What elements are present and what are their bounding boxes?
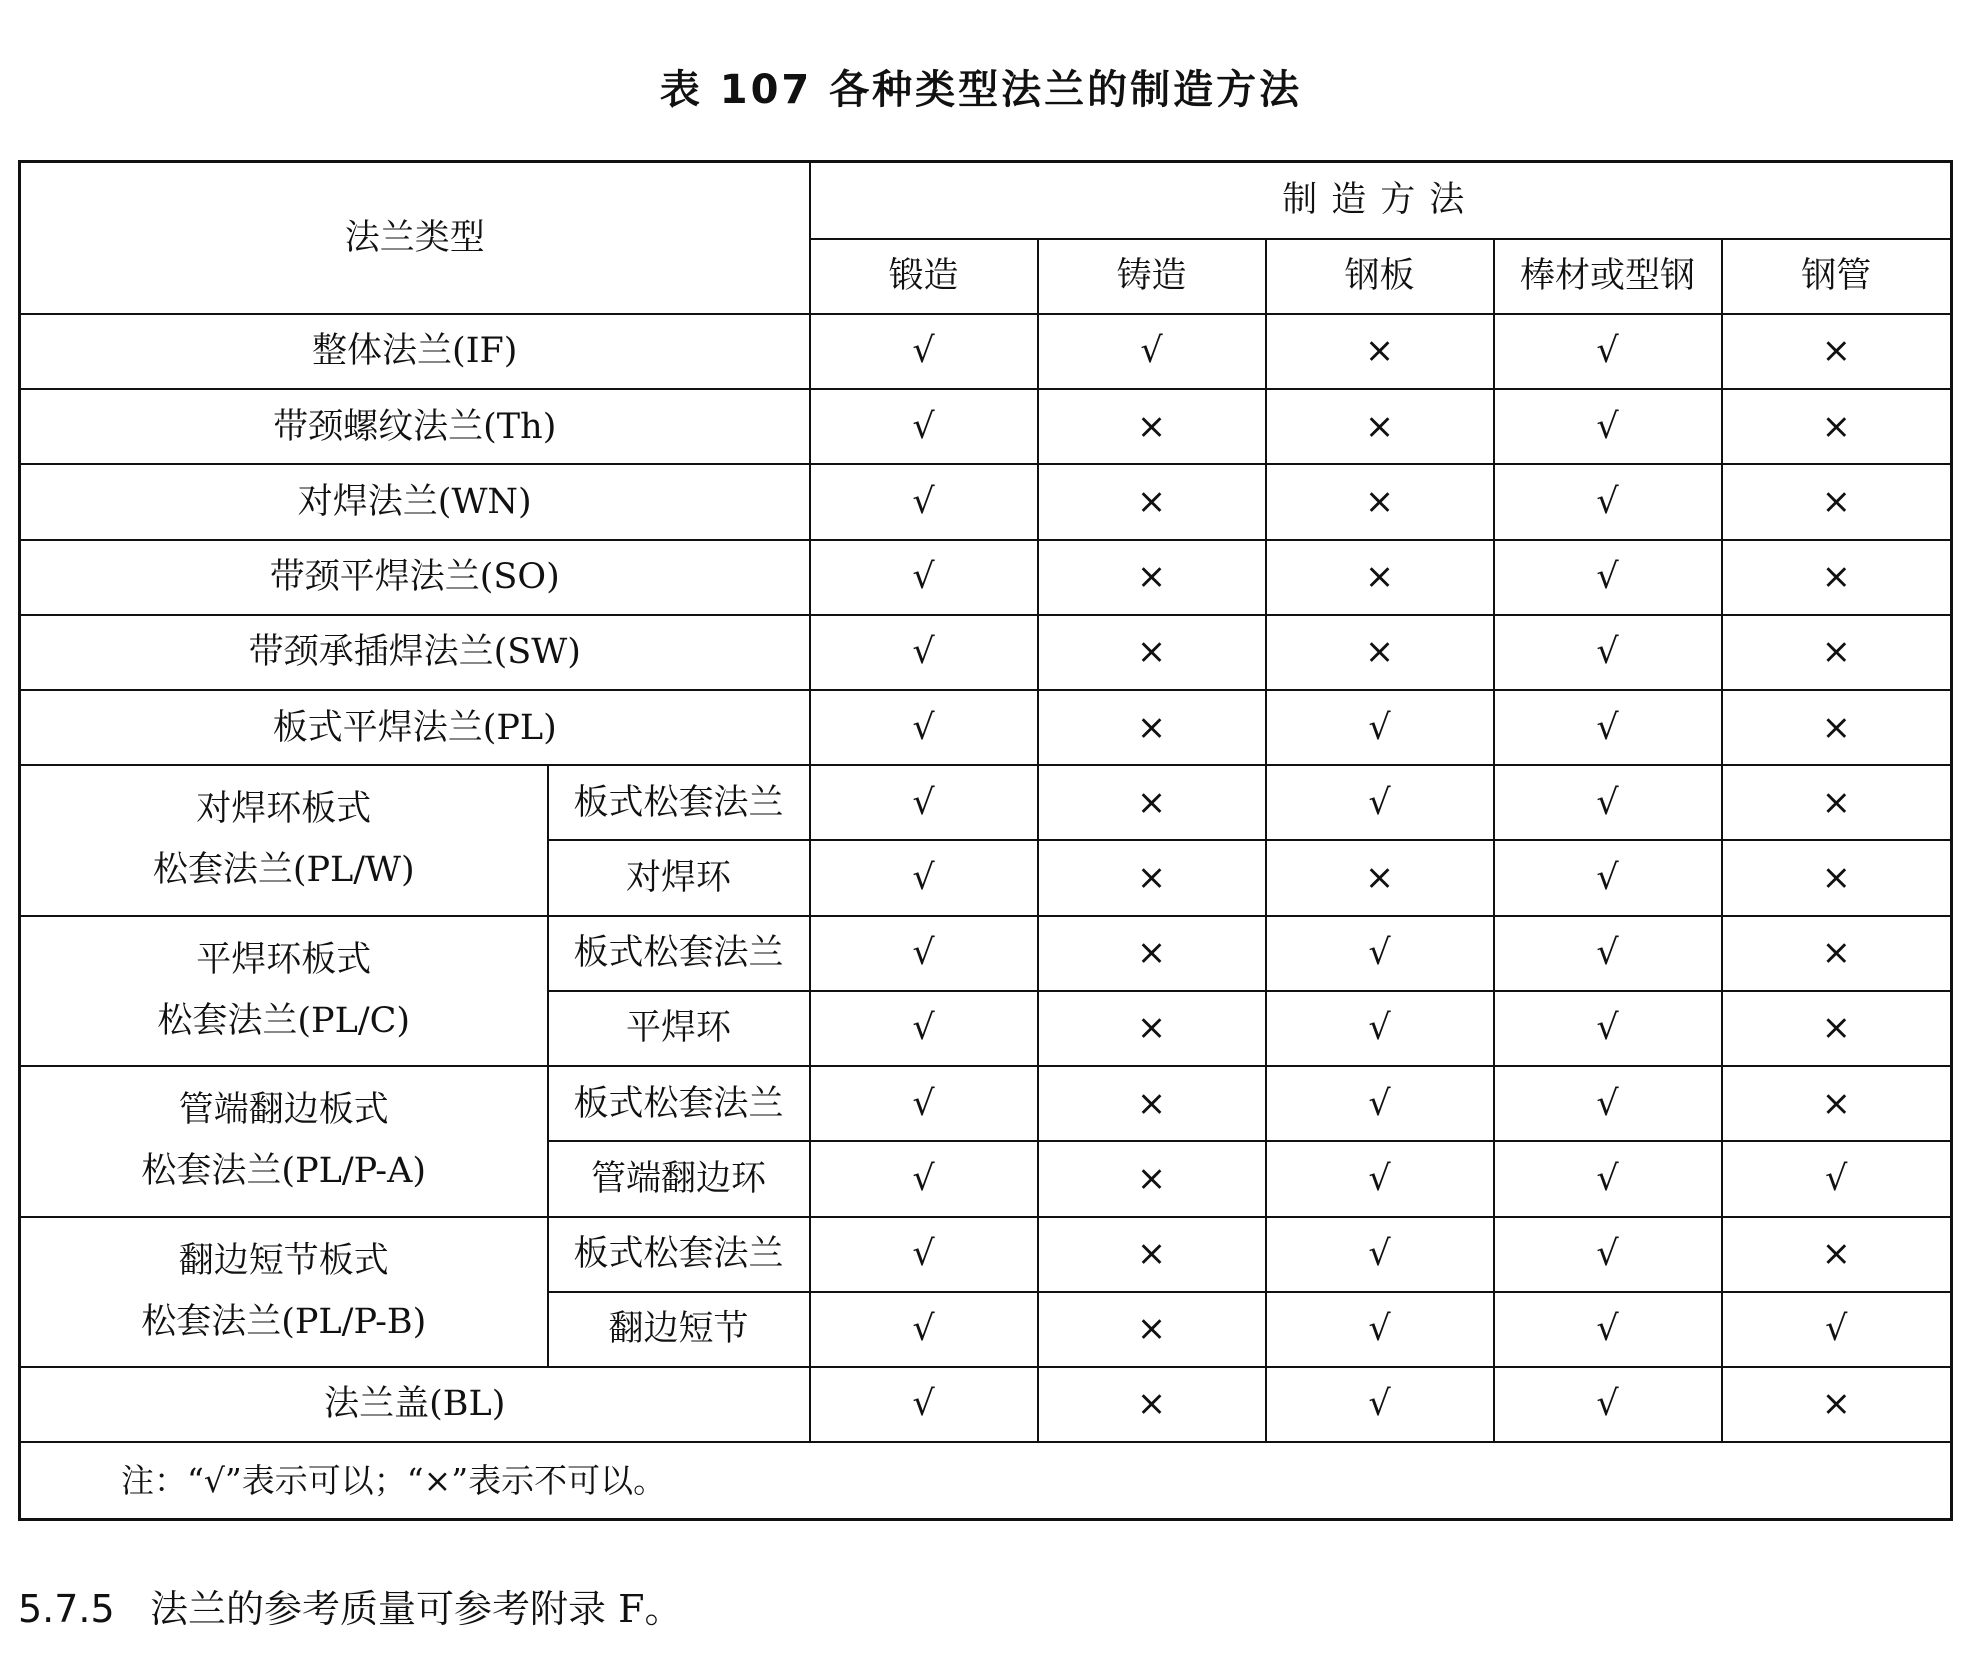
- method-header: 钢管: [1722, 239, 1952, 314]
- flange-type-cell: 法兰盖(BL): [20, 1367, 810, 1442]
- method-mark-cell: √: [810, 1292, 1038, 1367]
- method-mark-cell: ×: [1722, 314, 1952, 389]
- method-mark-cell: √: [810, 840, 1038, 915]
- method-mark-cell: √: [810, 1217, 1038, 1292]
- method-mark-cell: ×: [1038, 1217, 1266, 1292]
- method-mark-cell: √: [1494, 464, 1722, 539]
- method-mark-cell: √: [1494, 1292, 1722, 1367]
- method-mark-cell: ×: [1722, 765, 1952, 840]
- table-row: [20, 916, 1952, 991]
- group-type-cell: [20, 916, 548, 1066]
- method-mark-cell: ×: [1038, 615, 1266, 690]
- method-mark-cell: ×: [1038, 690, 1266, 765]
- method-mark-cell: ×: [1038, 540, 1266, 615]
- method-header: 钢板: [1266, 239, 1494, 314]
- method-mark-cell: √: [1266, 1367, 1494, 1442]
- table-title: 表 107 各种类型法兰的制造方法: [659, 67, 1303, 113]
- method-mark-cell: ×: [1266, 540, 1494, 615]
- section-number: 5.7.5: [18, 1587, 115, 1631]
- method-mark-cell: ×: [1722, 991, 1952, 1066]
- section-text: 法兰的参考质量可参考附录 F。: [150, 1587, 683, 1631]
- table-row: [20, 690, 1952, 765]
- method-mark-cell: √: [810, 916, 1038, 991]
- component-cell: 管端翻边环: [548, 1141, 810, 1216]
- component-cell: 板式松套法兰: [548, 1217, 810, 1292]
- group-type-cell: [20, 1217, 548, 1367]
- component-cell: 板式松套法兰: [548, 916, 810, 991]
- method-mark-cell: ×: [1266, 840, 1494, 915]
- method-mark-cell: ×: [1266, 464, 1494, 539]
- method-mark-cell: √: [1266, 1292, 1494, 1367]
- method-mark-cell: √: [1266, 1066, 1494, 1141]
- group-type-line2: 松套法兰(PL/P-A): [141, 1151, 427, 1192]
- table-row: [20, 615, 1952, 690]
- table-row: [20, 1066, 1952, 1141]
- method-mark-cell: √: [810, 765, 1038, 840]
- method-mark-cell: ×: [1266, 615, 1494, 690]
- group-type-cell: [20, 765, 548, 915]
- method-mark-cell: √: [1494, 991, 1722, 1066]
- method-mark-cell: √: [810, 1367, 1038, 1442]
- method-mark-cell: √: [1266, 690, 1494, 765]
- method-mark-cell: √: [1038, 314, 1266, 389]
- group-type-line1: 翻边短节板式: [178, 1240, 389, 1281]
- method-mark-cell: ×: [1722, 916, 1952, 991]
- note-row: [20, 1442, 1952, 1519]
- method-mark-cell: √: [1494, 690, 1722, 765]
- table-row: [20, 389, 1952, 464]
- manufacturing-methods-table: [18, 160, 1953, 1521]
- table-row: [20, 314, 1952, 389]
- method-mark-cell: √: [1494, 765, 1722, 840]
- method-mark-cell: √: [1494, 389, 1722, 464]
- group-type-line2: 松套法兰(PL/C): [157, 1000, 411, 1041]
- method-mark-cell: ×: [1722, 690, 1952, 765]
- method-mark-cell: √: [810, 540, 1038, 615]
- method-mark-cell: √: [1494, 314, 1722, 389]
- method-mark-cell: √: [810, 615, 1038, 690]
- table-row: [20, 1217, 1952, 1292]
- method-mark-cell: √: [1722, 1292, 1952, 1367]
- method-mark-cell: ×: [1038, 464, 1266, 539]
- method-mark-cell: ×: [1038, 840, 1266, 915]
- method-mark-cell: √: [810, 314, 1038, 389]
- method-mark-cell: √: [810, 464, 1038, 539]
- flange-type-cell: 板式平焊法兰(PL): [20, 690, 810, 765]
- footer-paragraph: [18, 1578, 682, 1633]
- method-mark-cell: ×: [1038, 916, 1266, 991]
- method-header: 棒材或型钢: [1494, 239, 1722, 314]
- type-header: 法兰类型: [20, 162, 810, 314]
- method-mark-cell: √: [1266, 765, 1494, 840]
- method-mark-cell: √: [1266, 991, 1494, 1066]
- methods-header: 制造方法: [810, 162, 1952, 239]
- method-mark-cell: √: [1494, 1066, 1722, 1141]
- table-row: [20, 540, 1952, 615]
- method-header: 锻造: [810, 239, 1038, 314]
- header-row-1: [20, 162, 1952, 239]
- method-mark-cell: √: [1494, 1367, 1722, 1442]
- method-mark-cell: ×: [1038, 389, 1266, 464]
- table-note: 注：“√”表示可以；“×”表示不可以。: [20, 1442, 1952, 1519]
- method-mark-cell: √: [810, 389, 1038, 464]
- method-mark-cell: √: [1494, 840, 1722, 915]
- method-mark-cell: ×: [1266, 314, 1494, 389]
- flange-type-cell: 带颈承插焊法兰(SW): [20, 615, 810, 690]
- method-mark-cell: √: [1266, 916, 1494, 991]
- method-mark-cell: ×: [1038, 1141, 1266, 1216]
- method-mark-cell: √: [1266, 1217, 1494, 1292]
- method-mark-cell: √: [1722, 1141, 1952, 1216]
- method-mark-cell: ×: [1722, 389, 1952, 464]
- method-mark-cell: ×: [1722, 1367, 1952, 1442]
- group-type-line2: 松套法兰(PL/W): [152, 850, 415, 891]
- table-row: [20, 1367, 1952, 1442]
- method-mark-cell: ×: [1038, 1066, 1266, 1141]
- method-mark-cell: ×: [1038, 1367, 1266, 1442]
- method-mark-cell: ×: [1266, 389, 1494, 464]
- flange-type-cell: 对焊法兰(WN): [20, 464, 810, 539]
- method-mark-cell: ×: [1722, 1066, 1952, 1141]
- component-cell: 翻边短节: [548, 1292, 810, 1367]
- group-type-cell: [20, 1066, 548, 1216]
- method-mark-cell: √: [810, 1141, 1038, 1216]
- group-type-line1: 平焊环板式: [196, 939, 372, 980]
- group-type-line1: 对焊环板式: [196, 789, 372, 830]
- method-mark-cell: ×: [1722, 464, 1952, 539]
- component-cell: 板式松套法兰: [548, 1066, 810, 1141]
- method-mark-cell: √: [1494, 1217, 1722, 1292]
- method-mark-cell: √: [1494, 916, 1722, 991]
- method-mark-cell: √: [810, 1066, 1038, 1141]
- method-mark-cell: ×: [1722, 540, 1952, 615]
- table-row: [20, 765, 1952, 840]
- method-mark-cell: √: [1494, 615, 1722, 690]
- group-type-line2: 松套法兰(PL/P-B): [141, 1301, 427, 1342]
- table-row: [20, 464, 1952, 539]
- method-mark-cell: √: [1266, 1141, 1494, 1216]
- method-mark-cell: ×: [1722, 840, 1952, 915]
- component-cell: 板式松套法兰: [548, 765, 810, 840]
- method-mark-cell: ×: [1722, 615, 1952, 690]
- method-mark-cell: ×: [1038, 765, 1266, 840]
- method-mark-cell: ×: [1038, 1292, 1266, 1367]
- flange-type-cell: 带颈螺纹法兰(Th): [20, 389, 810, 464]
- component-cell: 对焊环: [548, 840, 810, 915]
- method-mark-cell: √: [1494, 540, 1722, 615]
- flange-type-cell: 带颈平焊法兰(SO): [20, 540, 810, 615]
- method-header: 铸造: [1038, 239, 1266, 314]
- method-mark-cell: ×: [1038, 991, 1266, 1066]
- component-cell: 平焊环: [548, 991, 810, 1066]
- method-mark-cell: √: [810, 991, 1038, 1066]
- group-type-line1: 管端翻边板式: [178, 1090, 389, 1131]
- method-mark-cell: √: [810, 690, 1038, 765]
- method-mark-cell: √: [1494, 1141, 1722, 1216]
- flange-type-cell: 整体法兰(IF): [20, 314, 810, 389]
- method-mark-cell: ×: [1722, 1217, 1952, 1292]
